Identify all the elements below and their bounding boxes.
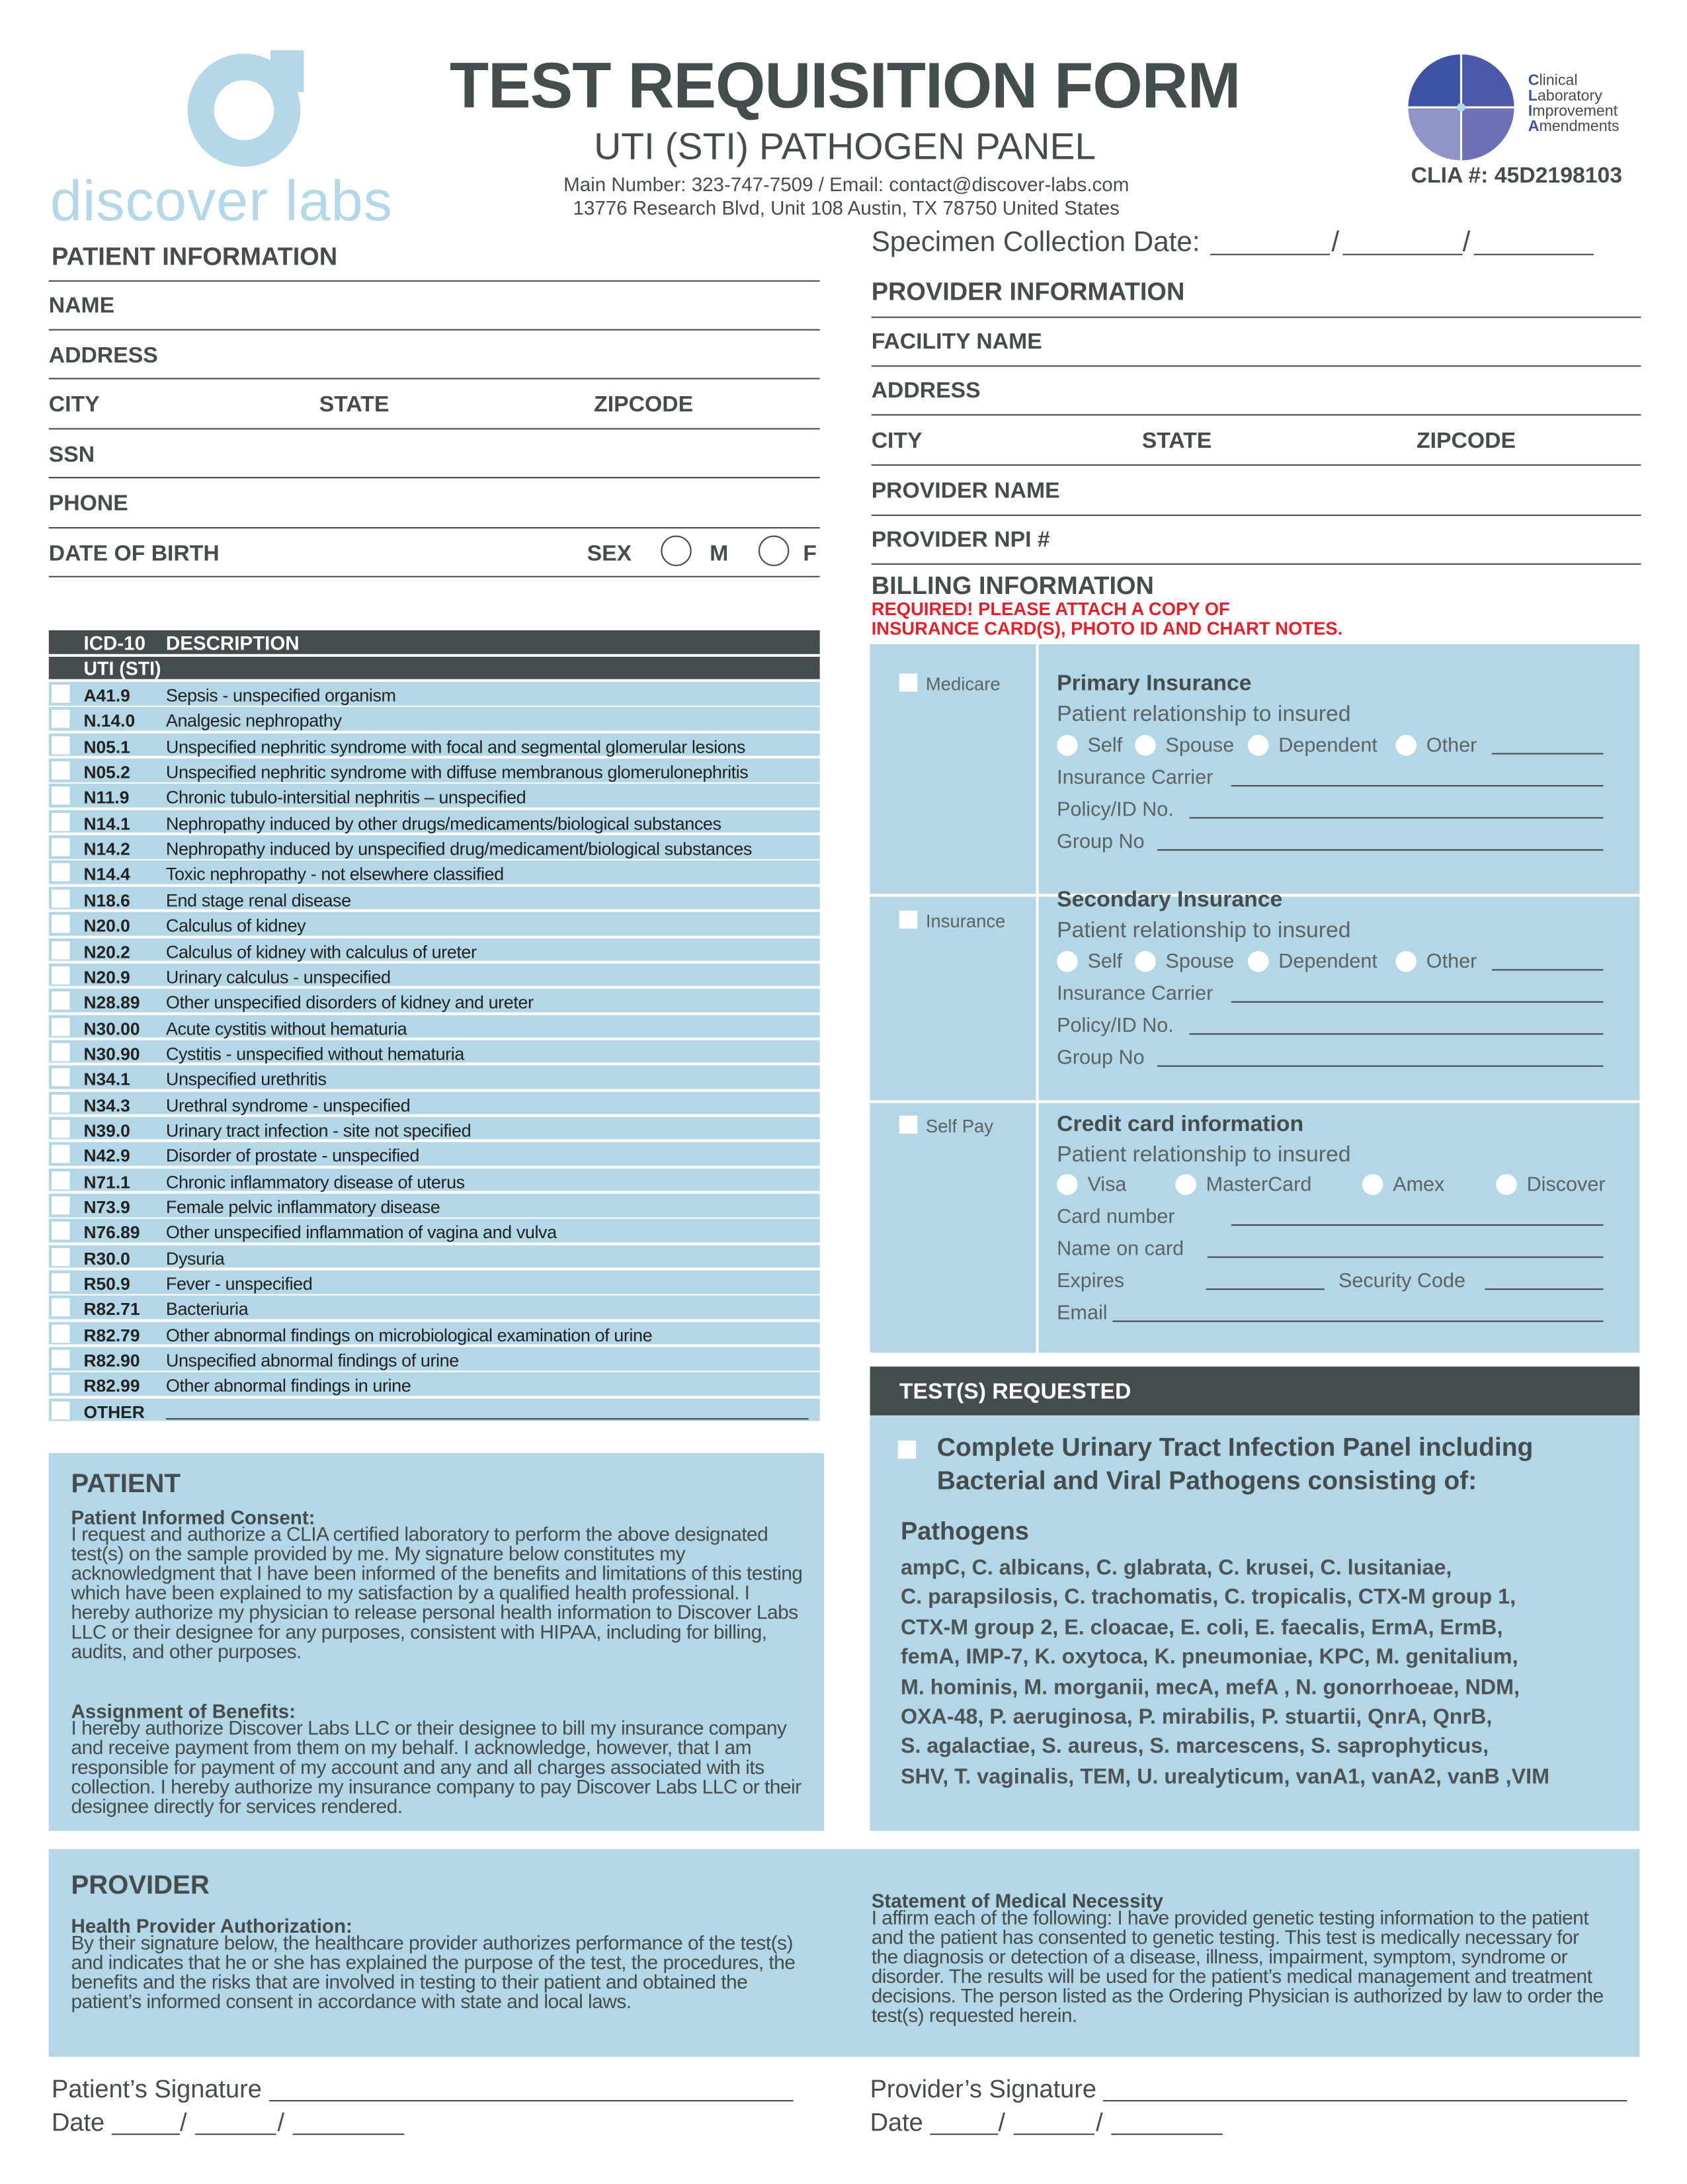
- icd-row[interactable]: [49, 912, 820, 935]
- relationship-label: Patient relationship to insured: [1057, 919, 1351, 943]
- icd-code: N05.2: [83, 763, 130, 782]
- icd-checkbox[interactable]: [52, 1222, 69, 1240]
- card-number-label: Card number: [1057, 1206, 1175, 1229]
- icd-code: N34.3: [83, 1095, 130, 1115]
- divider: [870, 1100, 1640, 1103]
- facility-name-field[interactable]: [872, 365, 1641, 367]
- icd-row[interactable]: [49, 1372, 820, 1396]
- provider-name-field[interactable]: [872, 515, 1641, 517]
- icd-checkbox[interactable]: [52, 761, 69, 779]
- primary-insurance-title: Primary Insurance: [1057, 672, 1252, 696]
- icd-checkbox[interactable]: [52, 915, 69, 933]
- date-separator: /: [1462, 227, 1471, 259]
- page-title: TEST REQUISITION FORM: [449, 48, 1241, 122]
- icd-row[interactable]: [49, 1040, 820, 1064]
- icd-row[interactable]: [49, 1117, 820, 1140]
- card-type-radio[interactable]: [1175, 1174, 1196, 1195]
- divider: [872, 317, 1641, 319]
- icd-code: N05.1: [83, 737, 130, 757]
- sex-female-radio[interactable]: [759, 536, 789, 566]
- insurance-field-label: Group No: [1057, 1047, 1145, 1070]
- icd-row[interactable]: [49, 784, 820, 808]
- relationship-option-label: Other: [1426, 950, 1477, 974]
- icd-row[interactable]: [49, 964, 820, 987]
- icd-description: Dysuria: [165, 1247, 225, 1269]
- icd-checkbox[interactable]: [52, 890, 69, 907]
- assignment-heading: Assignment of Benefits:: [71, 1700, 296, 1722]
- icd-code: N14.1: [83, 814, 130, 834]
- icd-row[interactable]: [49, 1142, 820, 1165]
- card-type-label: Discover: [1526, 1174, 1606, 1197]
- icd-checkbox[interactable]: [52, 966, 69, 984]
- sex-female-label: F: [803, 542, 817, 566]
- icd-row[interactable]: [49, 835, 820, 859]
- card-type-label: Visa: [1087, 1174, 1127, 1197]
- icd-checkbox[interactable]: [52, 1376, 69, 1394]
- icd-description: Sepsis - unspecified organism: [165, 685, 396, 706]
- relationship-radio[interactable]: [1395, 951, 1417, 972]
- specimen-date-label: Specimen Collection Date:: [871, 227, 1200, 259]
- icd-row[interactable]: [49, 759, 820, 782]
- icd-row[interactable]: [49, 938, 820, 961]
- pathogens-title: Pathogens: [900, 1517, 1029, 1545]
- patient-consent-title: PATIENT: [71, 1470, 181, 1499]
- icd-row[interactable]: [49, 886, 820, 909]
- clia-logo-icon: [1407, 53, 1515, 161]
- sex-label: SEX: [587, 542, 632, 566]
- icd-code: N71.1: [83, 1172, 130, 1192]
- icd-description: Nephropathy induced by unspecified drug/medicament/biological substances: [165, 838, 752, 859]
- name-field[interactable]: [49, 329, 820, 331]
- icd-description-header: DESCRIPTION: [165, 632, 300, 654]
- pathogen-line: ampC, C. albicans, C. glabrata, C. krusei, C. lusitaniae,: [900, 1556, 1452, 1580]
- insurance-field-input[interactable]: [1231, 1001, 1604, 1003]
- provider-city-state-zip-field[interactable]: [872, 464, 1641, 466]
- icd-code: N28.89: [83, 993, 140, 1013]
- icd-code: R82.90: [83, 1351, 140, 1371]
- pathogen-line: OXA-48, P. aeruginosa, P. mirabilis, P. stuartii, QnrA, QnrB,: [900, 1705, 1493, 1730]
- icd-row[interactable]: [49, 733, 820, 756]
- icd-checkbox[interactable]: [52, 941, 69, 958]
- icd-checkbox[interactable]: [52, 1273, 69, 1291]
- insurance-field-label: Policy/ID No.: [1057, 799, 1174, 821]
- provider-npi-label: PROVIDER NPI #: [871, 528, 1050, 552]
- sex-male-radio[interactable]: [661, 536, 691, 566]
- pathogens-list: [901, 1554, 1549, 1792]
- city-state-zip-field[interactable]: [49, 428, 820, 430]
- icd-checkbox[interactable]: [52, 1324, 69, 1342]
- billing-info-title: BILLING INFORMATION: [871, 571, 1154, 600]
- provider-info-title: PROVIDER INFORMATION: [871, 277, 1185, 306]
- city-label: CITY: [48, 393, 100, 417]
- consent-heading: Patient Informed Consent:: [71, 1505, 315, 1529]
- icd-code: N11.9: [83, 788, 130, 808]
- relationship-radio[interactable]: [1057, 735, 1078, 756]
- icd-checkbox[interactable]: [52, 1043, 69, 1061]
- pathogen-line: SHV, T. vaginalis, TEM, U. urealyticum, vanA1, vanA2, vanB ,VIM: [900, 1765, 1549, 1789]
- icd-row[interactable]: [49, 1066, 820, 1089]
- relationship-radio[interactable]: [1248, 951, 1269, 972]
- icd-group-header: [49, 657, 820, 679]
- card-type-label: MasterCard: [1206, 1174, 1312, 1197]
- consent-text: I request and authorize a CLIA certified laboratory to perform the above designated test(s) on the sample provided by me. My signature below constitutes my acknowledgment that I have been informed of the benefits and limitations of this testing which have been explained to my satisfaction by a qualified health professional. I hereby authorize my physician to release personal health information to Discover Labs LLC or their designee for any purposes, consistent with HIPAA, including for billing, audits, and other purposes.: [71, 1524, 803, 1664]
- icd-checkbox[interactable]: [52, 710, 69, 728]
- relationship-radio[interactable]: [1135, 735, 1156, 756]
- provider-date-day[interactable]: [1014, 2134, 1094, 2135]
- icd-row[interactable]: [49, 1322, 820, 1345]
- clia-logo-text: [1528, 74, 1620, 136]
- icd-description: Unspecified nephritic syndrome with focal and segmental glomerular lesions: [165, 735, 745, 757]
- expires-label: Expires: [1057, 1270, 1125, 1293]
- icd-description: Bacteriuria: [165, 1298, 249, 1320]
- icd-checkbox[interactable]: [52, 1017, 69, 1035]
- icd-description: Toxic nephropathy - not elsewhere classified: [165, 863, 504, 885]
- phone-label: PHONE: [48, 492, 128, 517]
- specimen-month-field[interactable]: [1210, 254, 1330, 255]
- provider-address-field[interactable]: [872, 414, 1641, 416]
- provider-auth-text: By their signature below, the healthcare provider authorizes performance of the test(s) and indicates that he or she has explained the purpose of the test, the procedures, the benefits and the risks that are involved in testing to their patient and obtained the patient’s informed consent in accordance with state and local laws.: [71, 1933, 796, 2014]
- pathogen-line: C. parapsilosis, C. trachomatis, C. tropicalis, CTX-M group 1,: [900, 1585, 1516, 1610]
- address-field[interactable]: [49, 378, 820, 380]
- card-type-radio[interactable]: [1057, 1174, 1078, 1195]
- icd-code: A41.9: [83, 686, 130, 706]
- icd-row[interactable]: [49, 708, 820, 731]
- icd-description: End stage renal disease: [165, 889, 351, 911]
- icd-row[interactable]: [49, 861, 820, 884]
- icd-checkbox[interactable]: [52, 1247, 69, 1265]
- uti-panel-label: Bacterial and Viral Pathogens consisting of:: [936, 1465, 1477, 1495]
- card-type-radio[interactable]: [1362, 1174, 1383, 1195]
- card-number-field[interactable]: [1231, 1224, 1604, 1226]
- icd-code: N30.00: [83, 1019, 140, 1038]
- icd-code: N34.1: [83, 1070, 130, 1090]
- billing-option-checkbox[interactable]: [899, 673, 917, 691]
- icd-row[interactable]: [49, 1245, 820, 1268]
- clia-logo-word: Amendments: [1528, 118, 1620, 136]
- pathogen-line: CTX-M group 2, E. cloacae, E. coli, E. faecalis, ErmA, ErmB,: [900, 1616, 1503, 1640]
- clia-logo-word: Improvement: [1528, 103, 1618, 120]
- patient-date-month[interactable]: [112, 2134, 180, 2135]
- icd-row[interactable]: [49, 1168, 820, 1191]
- icd-code: N76.89: [83, 1223, 140, 1243]
- secondary-insurance-title: Secondary Insurance: [1057, 888, 1283, 912]
- provider-zipcode-label: ZIPCODE: [1417, 429, 1516, 454]
- provider-signature-field[interactable]: [1103, 2100, 1627, 2101]
- date-separator: /: [179, 2108, 187, 2136]
- card-type-radio[interactable]: [1496, 1174, 1517, 1195]
- page-subtitle: UTI (STI) PATHOGEN PANEL: [594, 125, 1096, 167]
- icd-checkbox[interactable]: [52, 991, 69, 1009]
- icd-description: Other unspecified inflammation of vagina and vulva: [165, 1222, 557, 1243]
- icd-code: N14.2: [83, 839, 130, 859]
- icd-row[interactable]: [49, 1194, 820, 1217]
- relationship-option-label: Spouse: [1165, 735, 1235, 757]
- email-field[interactable]: [1112, 1321, 1603, 1322]
- card-type-label: Amex: [1393, 1174, 1445, 1197]
- icd-code: N.14.0: [83, 711, 136, 732]
- uti-panel-label: Complete Urinary Tract Infection Panel including: [936, 1432, 1534, 1462]
- icd-checkbox[interactable]: [52, 736, 69, 754]
- provider-city-label: CITY: [871, 429, 923, 454]
- other-relationship-field[interactable]: [1492, 969, 1604, 970]
- other-relationship-field[interactable]: [1492, 753, 1604, 754]
- specimen-year-field[interactable]: [1473, 254, 1593, 255]
- provider-npi-field[interactable]: [872, 564, 1641, 566]
- patient-info-title: PATIENT INFORMATION: [52, 242, 338, 271]
- billing-option-checkbox[interactable]: [899, 911, 917, 929]
- patient-signature-label: Patient’s Signature: [52, 2075, 262, 2103]
- date-separator: /: [277, 2108, 285, 2136]
- insurance-field-input[interactable]: [1157, 849, 1604, 851]
- insurance-field-input[interactable]: [1157, 1066, 1604, 1067]
- icd-checkbox[interactable]: [52, 864, 69, 882]
- icd-description: Calculus of kidney with calculus of ureter: [165, 941, 477, 962]
- icd-checkbox[interactable]: [52, 838, 69, 856]
- email-label: Email: [1057, 1302, 1108, 1325]
- icd-checkbox[interactable]: [52, 1197, 69, 1214]
- icd-row[interactable]: [49, 1347, 820, 1370]
- icd-description: Urinary tract infection - site not specified: [165, 1119, 472, 1141]
- icd-other-field[interactable]: [166, 1418, 809, 1419]
- icd-description: Urethral syndrome - unspecified: [165, 1094, 411, 1115]
- contact-line: Main Number: 323-747-7509 / Email: contact@discover-labs.com: [563, 173, 1130, 196]
- icd-row-other[interactable]: [49, 1398, 820, 1421]
- icd-row[interactable]: [49, 1015, 820, 1038]
- insurance-field-label: Policy/ID No.: [1057, 1015, 1174, 1038]
- icd-description: Other abnormal findings on microbiological examination of urine: [165, 1324, 653, 1345]
- security-code-field[interactable]: [1485, 1288, 1603, 1290]
- relationship-label: Patient relationship to insured: [1057, 1143, 1351, 1167]
- icd-description: Nephropathy induced by other drugs/medicaments/biological substances: [165, 812, 721, 834]
- icd-description: Acute cystitis without hematuria: [165, 1017, 407, 1038]
- icd-code: N20.2: [83, 942, 130, 962]
- clia-number: CLIA #: 45D2198103: [1411, 164, 1623, 189]
- icd-checkbox[interactable]: [52, 1171, 69, 1189]
- icd-code: R82.99: [83, 1376, 140, 1397]
- billing-option-label: Insurance: [925, 910, 1006, 932]
- insurance-field-input[interactable]: [1189, 817, 1603, 818]
- relationship-option-label: Dependent: [1278, 950, 1378, 974]
- assignment-text: I hereby authorize Discover Labs LLC or their designee to bill my insurance company and receive payment from them on my behalf. I acknowledge, however, that I am responsible for payment of my account and any and all charges associated with its collection. I hereby authorize my insurance company to pay Discover Labs LLC or their designee directly for services rendered.: [71, 1718, 802, 1819]
- provider-date-label: Date: [870, 2108, 923, 2136]
- security-code-label: Security Code: [1338, 1270, 1465, 1293]
- billing-notice: REQUIRED! PLEASE ATTACH A COPY OF: [871, 598, 1230, 620]
- icd-description: Unspecified urethritis: [165, 1068, 327, 1090]
- facility-name-label: FACILITY NAME: [871, 330, 1042, 355]
- insurance-field-label: Insurance Carrier: [1057, 983, 1214, 1006]
- address-label: ADDRESS: [48, 344, 158, 368]
- divider: [49, 280, 820, 282]
- relationship-radio[interactable]: [1057, 951, 1078, 972]
- pathogen-line: M. hominis, M. morganii, mecA, mefA , N. gonorrhoeae, NDM,: [900, 1675, 1520, 1700]
- icd-description: Analgesic nephropathy: [165, 710, 342, 732]
- icd-checkbox[interactable]: [52, 685, 69, 702]
- icd-description: Chronic inflammatory disease of uterus: [165, 1171, 465, 1192]
- date-separator: /: [1096, 2108, 1103, 2136]
- icd-description: Disorder of prostate - unspecified: [165, 1145, 419, 1167]
- clia-logo-word: Clinical: [1528, 72, 1578, 89]
- icd-code: N18.6: [83, 890, 130, 911]
- icd-description: Chronic tubulo-intersitial nephritis – unspecified: [165, 786, 526, 808]
- date-separator: /: [998, 2108, 1006, 2136]
- patient-signature-field[interactable]: [269, 2100, 794, 2101]
- icd-row[interactable]: [49, 1091, 820, 1114]
- name-on-card-field[interactable]: [1208, 1257, 1604, 1258]
- pathogen-line: S. agalactiae, S. aureus, S. marcescens, S. saprophyticus,: [900, 1735, 1489, 1759]
- icd-code: N20.9: [83, 967, 130, 987]
- icd-row[interactable]: [49, 1271, 820, 1294]
- pathogen-line: femA, IMP-7, K. oxytoca, K. pneumoniae, KPC, M. genitalium,: [900, 1646, 1518, 1670]
- clia-logo-word: Laboratory: [1528, 87, 1602, 105]
- icd-description: Unspecified abnormal findings of urine: [165, 1350, 459, 1371]
- date-separator: /: [1331, 227, 1340, 259]
- icd-row[interactable]: [49, 1296, 820, 1319]
- provider-state-label: STATE: [1141, 429, 1212, 454]
- icd-checkbox[interactable]: [52, 1299, 69, 1317]
- icd-checkbox[interactable]: [52, 1094, 69, 1112]
- patient-date-label: Date: [52, 2108, 105, 2136]
- insurance-field-label: Insurance Carrier: [1057, 767, 1214, 790]
- expires-field[interactable]: [1206, 1288, 1325, 1290]
- patient-date-year[interactable]: [293, 2134, 405, 2135]
- icd-code: R30.0: [83, 1249, 130, 1269]
- provider-auth-heading: Health Provider Authorization:: [71, 1914, 352, 1937]
- uti-panel-checkbox[interactable]: [898, 1441, 916, 1458]
- icd-code: R82.71: [83, 1300, 140, 1320]
- icd-group-label: UTI (STI): [83, 658, 161, 679]
- icd-row[interactable]: [49, 1219, 820, 1242]
- necessity-heading: Statement of Medical Necessity: [871, 1889, 1163, 1912]
- icd-row[interactable]: [49, 989, 820, 1012]
- specimen-day-field[interactable]: [1342, 254, 1462, 255]
- icd-description: Fever - unspecified: [165, 1273, 313, 1294]
- relationship-label: Patient relationship to insured: [1057, 702, 1351, 727]
- relationship-option-label: Self: [1087, 735, 1123, 757]
- name-on-card-label: Name on card: [1057, 1238, 1184, 1261]
- icd-description: Urinary calculus - unspecified: [165, 966, 391, 987]
- provider-date-year[interactable]: [1111, 2134, 1223, 2135]
- icd-code: N30.90: [83, 1044, 140, 1064]
- icd-checkbox[interactable]: [52, 1068, 69, 1086]
- billing-option-label: Medicare: [925, 673, 1001, 694]
- provider-address-label: ADDRESS: [871, 379, 981, 403]
- icd-code: R82.79: [83, 1325, 140, 1345]
- name-label: NAME: [48, 294, 115, 318]
- icd-checkbox[interactable]: [52, 787, 69, 805]
- provider-name-label: PROVIDER NAME: [871, 480, 1060, 504]
- relationship-option-label: Spouse: [1165, 950, 1235, 974]
- relationship-option-label: Dependent: [1278, 735, 1378, 757]
- address-line: 13776 Research Blvd, Unit 108 Austin, TX 78750 United States: [573, 196, 1120, 220]
- relationship-radio[interactable]: [1135, 951, 1156, 972]
- provider-consent-title: PROVIDER: [71, 1871, 210, 1901]
- icd-code: N42.9: [83, 1146, 130, 1167]
- billing-option-label: Self Pay: [925, 1115, 993, 1137]
- phone-field[interactable]: [49, 527, 820, 529]
- icd-description: Other abnormal findings in urine: [165, 1375, 411, 1397]
- dob-label: DATE OF BIRTH: [48, 542, 220, 566]
- icd-description: Female pelvic inflammatory disease: [165, 1196, 440, 1218]
- insurance-field-input[interactable]: [1231, 785, 1604, 786]
- divider: [1036, 644, 1038, 1353]
- relationship-radio[interactable]: [1395, 735, 1417, 756]
- icd-checkbox[interactable]: [52, 1120, 69, 1138]
- icd-code: N39.0: [83, 1120, 130, 1141]
- dob-field[interactable]: [49, 576, 820, 578]
- icd-code: N20.0: [83, 916, 130, 936]
- icd-row[interactable]: [49, 682, 820, 705]
- patient-date-day[interactable]: [195, 2134, 276, 2135]
- icd-code: N73.9: [83, 1198, 130, 1218]
- tests-requested-title: TEST(S) REQUESTED: [899, 1380, 1132, 1405]
- state-label: STATE: [319, 393, 390, 417]
- icd-description: Other unspecified disorders of kidney and ureter: [165, 991, 534, 1013]
- provider-signature-label: Provider’s Signature: [870, 2075, 1097, 2103]
- icd-code: N14.4: [83, 865, 130, 885]
- icd-other-label: OTHER: [83, 1402, 145, 1423]
- insurance-field-label: Group No: [1057, 831, 1145, 854]
- billing-notice: INSURANCE CARD(S), PHOTO ID AND CHART NOTES.: [871, 617, 1343, 639]
- relationship-option-label: Self: [1087, 950, 1123, 974]
- logo-text: discover labs: [50, 169, 393, 233]
- relationship-option-label: Other: [1426, 735, 1477, 757]
- sex-male-label: M: [710, 542, 729, 566]
- icd-code: R50.9: [83, 1275, 130, 1294]
- icd-code-header: ICD-10: [83, 632, 146, 654]
- credit-card-title: Credit card information: [1057, 1113, 1304, 1137]
- relationship-radio[interactable]: [1248, 735, 1269, 756]
- ssn-field[interactable]: [49, 477, 820, 479]
- necessity-text: I affirm each of the following: I have provided genetic testing information to the patient and the patient has consented to genetic testing. This test is medically necessary for the diagnosis or detection of a disease, illness, impairment, symptom, syndrome or disorder. The results will be used for the patient’s medical management and treatment decisions. The person listed as the Ordering Physician is authorized by law to order the test(s) requested herein.: [871, 1908, 1604, 2028]
- billing-option-checkbox[interactable]: [899, 1116, 917, 1134]
- icd-description: Calculus of kidney: [165, 915, 306, 936]
- provider-date-month[interactable]: [930, 2134, 998, 2135]
- zipcode-label: ZIPCODE: [594, 393, 694, 417]
- icd-row[interactable]: [49, 810, 820, 833]
- icd-checkbox[interactable]: [52, 1350, 69, 1368]
- ssn-label: SSN: [48, 443, 95, 468]
- icd-description: Unspecified nephritic syndrome with diffuse membranous glomerulonephritis: [165, 761, 749, 782]
- icd-checkbox[interactable]: [52, 1146, 69, 1163]
- icd-table-header: [49, 630, 820, 654]
- insurance-field-input[interactable]: [1189, 1033, 1603, 1034]
- icd-checkbox[interactable]: [52, 813, 69, 831]
- icd-description: Cystitis - unspecified without hematuria: [165, 1042, 464, 1064]
- icd-checkbox[interactable]: [52, 1401, 69, 1419]
